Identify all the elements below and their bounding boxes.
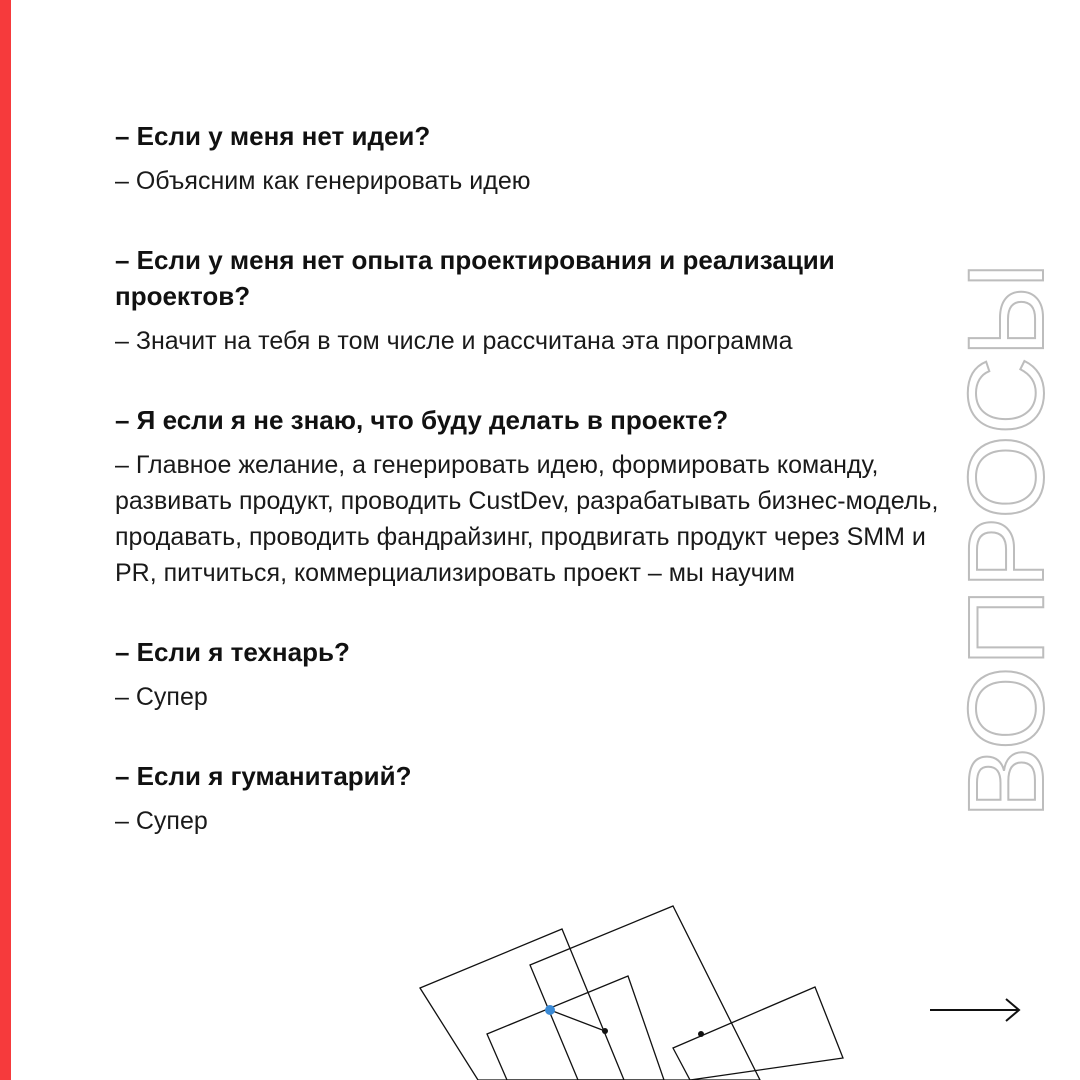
faq-question: – Если у меня нет идеи?	[115, 121, 431, 151]
faq-answer: – Супер	[115, 683, 208, 711]
faq-answer: – Супер	[115, 807, 208, 835]
faq-answer: – Главное желание, а генерировать идею, формировать команду, развивать продукт, проводить CustDev, разрабатывать бизнес-модель, продавать, проводить фандрайзинг, продвигать продукт через SMM и PR, питчиться, коммерциализировать проект – мы научим	[115, 451, 939, 587]
faq-answer: – Значит на тебя в том числе и рассчитана эта программа	[115, 327, 793, 355]
accent-dot	[545, 1005, 555, 1015]
node-dot	[602, 1028, 608, 1034]
faq-question: – Если я гуманитарий?	[115, 761, 412, 791]
deco-square-2	[530, 906, 760, 1080]
faq-question: – Если я технарь?	[115, 637, 350, 667]
faq-question: – Если у меня нет опыта проектирования и реализации проектов?	[115, 245, 835, 311]
arrow-right-icon[interactable]	[930, 996, 1022, 1024]
node-dot	[698, 1031, 704, 1037]
side-title: ВОПРОСЫ	[945, 261, 1066, 819]
faq-answer: – Объясним как генерировать идею	[115, 167, 531, 195]
faq-question: – Я если я не знаю, что буду делать в проекте?	[115, 405, 729, 435]
deco-square-3	[487, 976, 664, 1080]
deco-square-1	[420, 929, 624, 1080]
